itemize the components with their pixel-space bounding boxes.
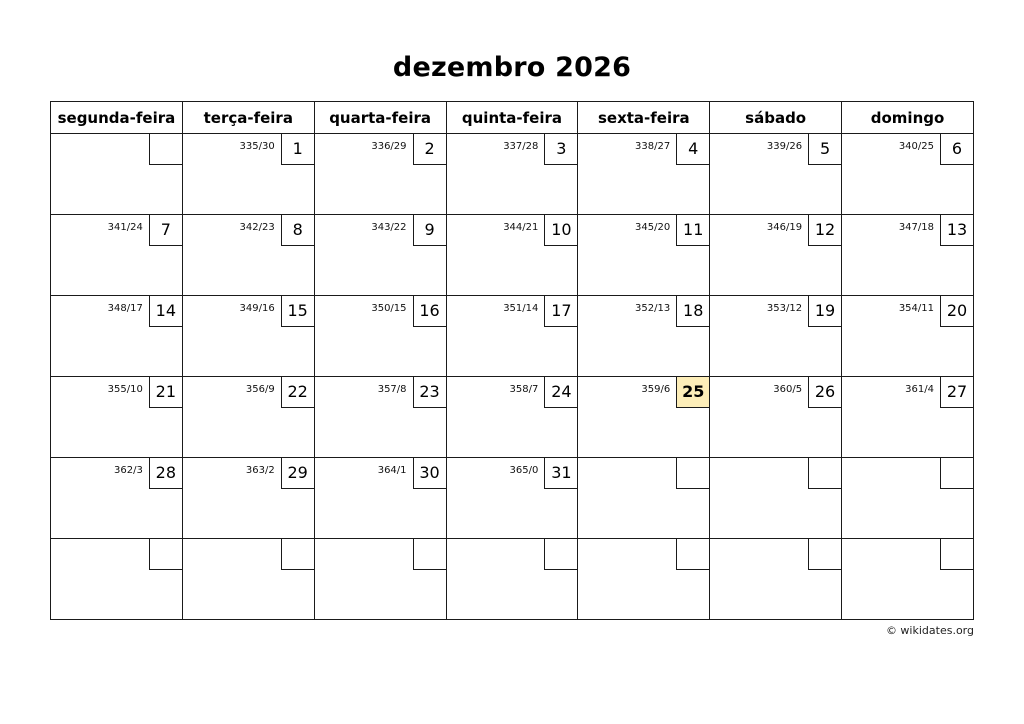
weekday-header-friday: sexta-feira: [578, 102, 710, 134]
calendar-day-cell[interactable]: [578, 539, 710, 620]
weekday-header-monday: segunda-feira: [51, 102, 183, 134]
calendar-day-cell[interactable]: [446, 134, 578, 215]
day-number: 31: [544, 458, 577, 489]
calendar-day-cell[interactable]: [578, 215, 710, 296]
day-number: 4: [676, 134, 709, 165]
calendar-week-row: [51, 296, 974, 377]
weekday-header-wednesday: quarta-feira: [314, 102, 446, 134]
day-of-year-label: 363/2: [245, 465, 275, 476]
day-of-year-label: 359/6: [641, 384, 671, 395]
day-number: 6: [940, 134, 973, 165]
calendar-day-cell[interactable]: [51, 134, 183, 215]
day-of-year-label: 347/18: [898, 222, 934, 233]
day-of-year-label: 343/22: [371, 222, 407, 233]
day-number: 12: [808, 215, 841, 246]
day-of-year-label: 338/27: [635, 141, 671, 152]
calendar-day-cell[interactable]: [314, 296, 446, 377]
calendar-day-cell[interactable]: [314, 377, 446, 458]
calendar-day-cell[interactable]: [842, 539, 974, 620]
day-number: [281, 539, 314, 570]
calendar-day-cell[interactable]: [842, 458, 974, 539]
calendar-header-row: [51, 102, 974, 134]
day-number: 1: [281, 134, 314, 165]
calendar-day-cell[interactable]: [842, 296, 974, 377]
day-number: [676, 539, 709, 570]
day-number: 7: [149, 215, 182, 246]
day-number: 10: [544, 215, 577, 246]
day-number: [544, 539, 577, 570]
calendar-day-cell[interactable]: [51, 539, 183, 620]
day-number: 15: [281, 296, 314, 327]
day-of-year-label: 341/24: [107, 222, 143, 233]
weekday-header-thursday: quinta-feira: [446, 102, 578, 134]
day-number: [940, 458, 973, 489]
calendar-day-cell[interactable]: [314, 458, 446, 539]
day-number: 20: [940, 296, 973, 327]
calendar-day-cell[interactable]: [182, 215, 314, 296]
calendar-day-cell[interactable]: [578, 458, 710, 539]
day-number: [413, 539, 446, 570]
day-of-year-label: 335/30: [239, 141, 275, 152]
day-number: [808, 539, 841, 570]
page-title: dezembro 2026: [392, 52, 632, 83]
weekday-header-saturday: sábado: [710, 102, 842, 134]
day-of-year-label: 350/15: [371, 303, 407, 314]
day-of-year-label: 337/28: [503, 141, 539, 152]
calendar-body: [51, 134, 974, 620]
calendar-day-cell[interactable]: [446, 458, 578, 539]
calendar-day-cell[interactable]: [446, 539, 578, 620]
day-of-year-label: 340/25: [898, 141, 934, 152]
calendar-day-cell[interactable]: [710, 539, 842, 620]
day-of-year-label: 351/14: [503, 303, 539, 314]
calendar-day-cell[interactable]: [446, 215, 578, 296]
calendar-table: [50, 101, 974, 620]
day-of-year-label: 355/10: [107, 384, 143, 395]
day-of-year-label: 348/17: [107, 303, 143, 314]
day-number: 23: [413, 377, 446, 408]
day-number: 19: [808, 296, 841, 327]
calendar-day-cell[interactable]: [182, 296, 314, 377]
calendar-day-cell[interactable]: [842, 215, 974, 296]
site-credit: © wikidates.org: [885, 624, 974, 637]
day-of-year-label: 362/3: [114, 465, 143, 476]
calendar-day-cell[interactable]: [182, 458, 314, 539]
day-number: 3: [544, 134, 577, 165]
day-of-year-label: 356/9: [245, 384, 275, 395]
day-number: 14: [149, 296, 182, 327]
day-number-highlighted: 25: [676, 377, 709, 408]
calendar-day-cell[interactable]: [710, 215, 842, 296]
day-number: 18: [676, 296, 709, 327]
calendar-week-row: [51, 377, 974, 458]
day-of-year-label: 344/21: [503, 222, 539, 233]
day-number: 8: [281, 215, 314, 246]
calendar-day-cell[interactable]: [446, 377, 578, 458]
calendar-day-cell[interactable]: [51, 215, 183, 296]
day-number: [676, 458, 709, 489]
calendar-week-row: [51, 134, 974, 215]
day-of-year-label: 345/20: [635, 222, 671, 233]
calendar-day-cell[interactable]: [710, 296, 842, 377]
calendar-day-cell[interactable]: [710, 458, 842, 539]
day-of-year-label: 349/16: [239, 303, 275, 314]
calendar-day-cell[interactable]: [314, 215, 446, 296]
calendar-day-cell[interactable]: [710, 134, 842, 215]
day-number: 9: [413, 215, 446, 246]
day-number: 5: [808, 134, 841, 165]
day-of-year-label: 358/7: [509, 384, 539, 395]
calendar-day-cell[interactable]: [710, 377, 842, 458]
day-of-year-label: 364/1: [377, 465, 407, 476]
day-number: 27: [940, 377, 973, 408]
day-of-year-label: 353/12: [766, 303, 803, 314]
calendar-week-row: [51, 458, 974, 539]
calendar-week-row: [51, 215, 974, 296]
day-number: [808, 458, 841, 489]
calendar-day-cell[interactable]: [182, 377, 314, 458]
calendar-day-cell[interactable]: [51, 377, 183, 458]
calendar-day-cell-highlighted[interactable]: [578, 377, 710, 458]
calendar-day-cell[interactable]: [842, 377, 974, 458]
calendar-day-cell[interactable]: [51, 296, 183, 377]
calendar-day-cell[interactable]: [314, 134, 446, 215]
calendar-day-cell[interactable]: [51, 458, 183, 539]
day-of-year-label: 360/5: [773, 384, 803, 395]
calendar-day-cell[interactable]: [182, 539, 314, 620]
calendar-week-row: [51, 539, 974, 620]
calendar-day-cell[interactable]: [314, 539, 446, 620]
day-number: 28: [149, 458, 182, 489]
day-number: 30: [413, 458, 446, 489]
day-of-year-label: 357/8: [377, 384, 407, 395]
day-number: [149, 539, 182, 570]
calendar-day-cell[interactable]: [842, 134, 974, 215]
calendar-day-cell[interactable]: [578, 296, 710, 377]
day-of-year-label: 354/11: [898, 303, 934, 314]
day-of-year-label: 339/26: [766, 141, 803, 152]
day-number: 2: [413, 134, 446, 165]
day-number: [940, 539, 973, 570]
day-of-year-label: 336/29: [371, 141, 407, 152]
weekday-header-sunday: domingo: [842, 102, 974, 134]
day-of-year-label: 365/0: [509, 465, 539, 476]
day-of-year-label: 352/13: [635, 303, 671, 314]
weekday-header-tuesday: terça-feira: [182, 102, 314, 134]
day-of-year-label: 342/23: [239, 222, 275, 233]
day-of-year-label: 346/19: [766, 222, 803, 233]
day-number: [149, 134, 182, 165]
day-number: 21: [149, 377, 182, 408]
day-number: 16: [413, 296, 446, 327]
day-of-year-label: 361/4: [905, 384, 934, 395]
day-number: 17: [544, 296, 577, 327]
day-number: 22: [281, 377, 314, 408]
day-number: 13: [940, 215, 973, 246]
day-number: 24: [544, 377, 577, 408]
calendar-day-cell[interactable]: [182, 134, 314, 215]
day-number: 29: [281, 458, 314, 489]
calendar-day-cell[interactable]: [578, 134, 710, 215]
day-number: 11: [676, 215, 709, 246]
calendar-day-cell[interactable]: [446, 296, 578, 377]
day-number: 26: [808, 377, 841, 408]
